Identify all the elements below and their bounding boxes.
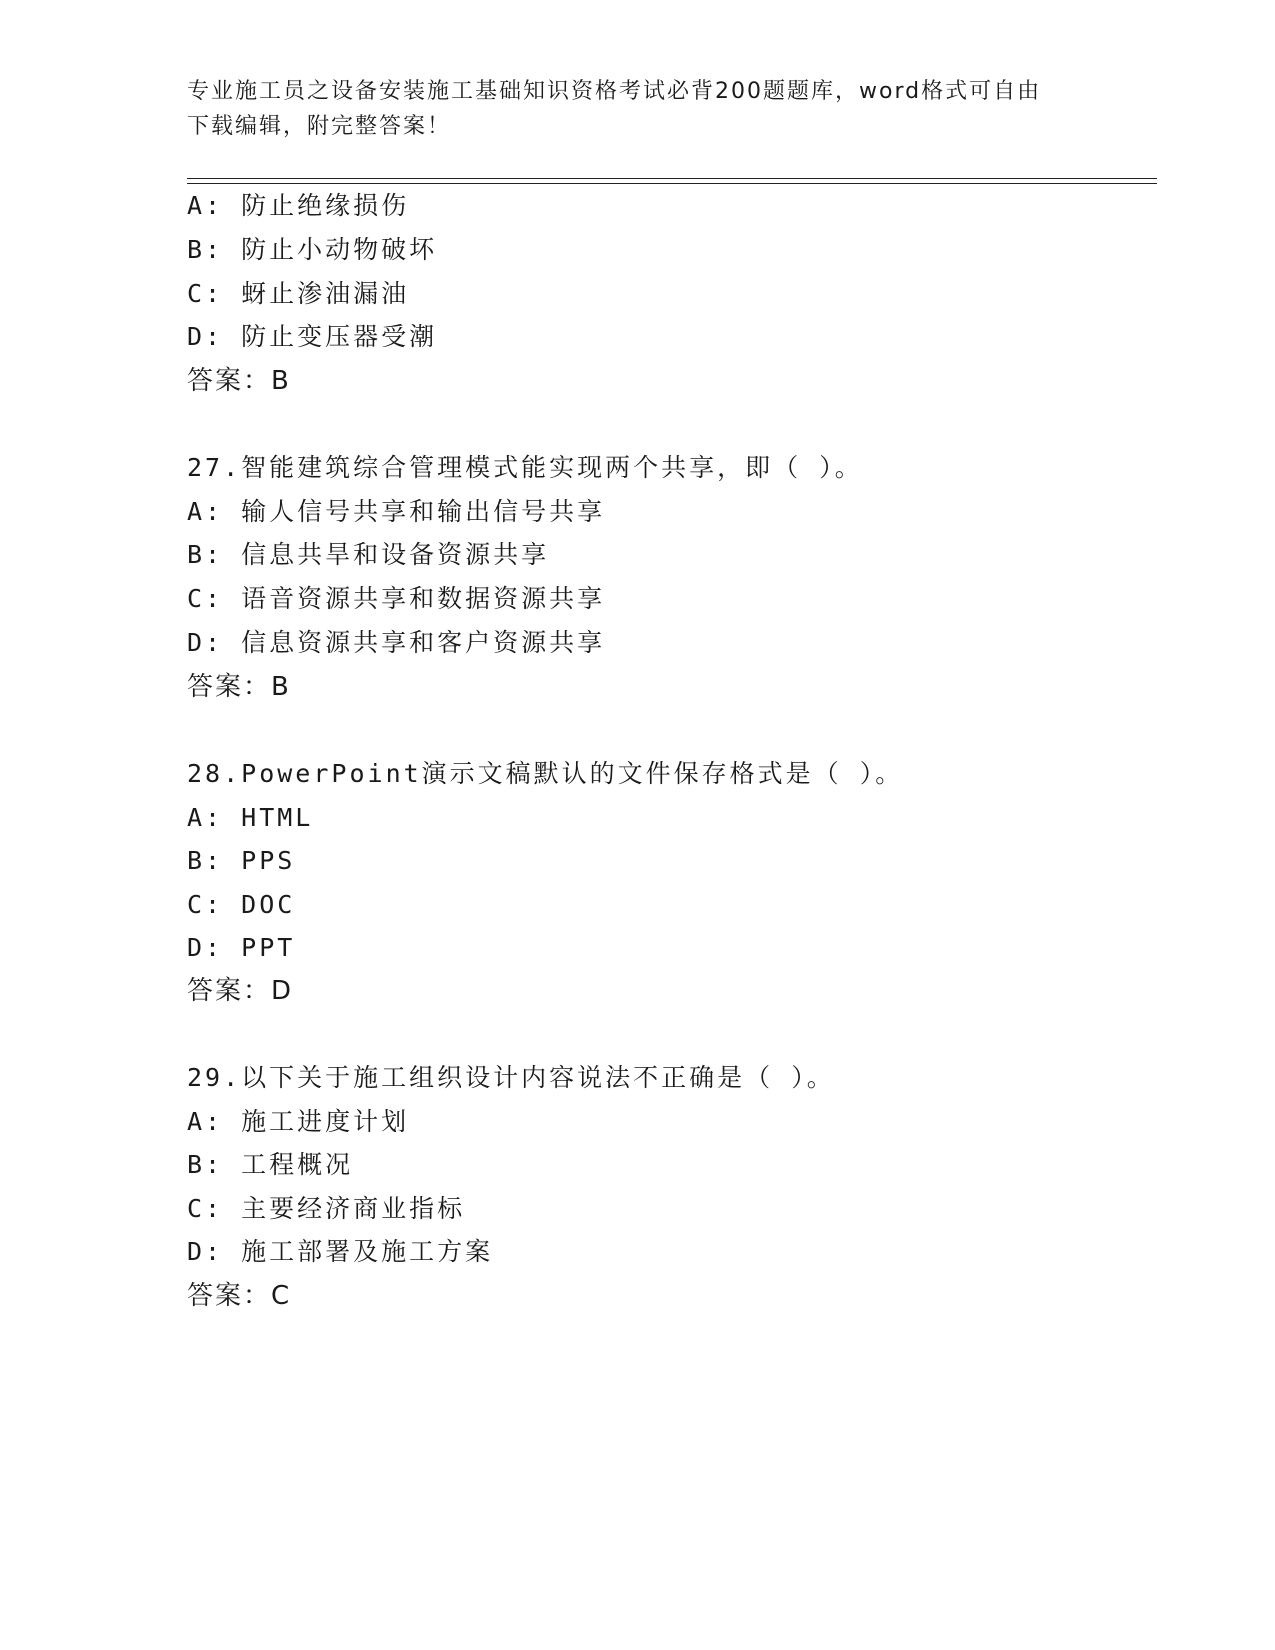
q26-option-c: C: 蚜止渗油漏油 xyxy=(187,279,410,308)
q27-option-a: A: 输人信号共享和输出信号共享 xyxy=(187,497,606,526)
q29-option-c: C: 主要经济商业指标 xyxy=(187,1194,466,1223)
q26-option-b: B: 防止小动物破坏 xyxy=(187,235,438,264)
header-line-1: 专业施工员之设备安装施工基础知识资格考试必背200题题库，word格式可自由 xyxy=(187,79,1042,104)
q28-option-c: C: DOC xyxy=(187,890,296,919)
q28-option-a: A: HTML xyxy=(187,803,314,832)
header-line-2: 下载编辑，附完整答案！ xyxy=(187,114,452,139)
q29-option-d: D: 施工部署及施工方案 xyxy=(187,1237,494,1266)
q29-option-b: B: 工程概况 xyxy=(187,1150,354,1179)
q27-option-d: D: 信息资源共享和客户资源共享 xyxy=(187,628,606,657)
q29-answer: 答案：C xyxy=(187,1281,292,1311)
q28-option-b: B: PPS xyxy=(187,846,296,875)
q27-option-c: C: 语音资源共享和数据资源共享 xyxy=(187,584,606,613)
q26-option-d: D: 防止变压器受潮 xyxy=(187,322,438,351)
q28-question: 28.PowerPoint演示文稿默认的文件保存格式是（ ）。 xyxy=(187,759,904,788)
header-divider-top xyxy=(187,178,1157,179)
document-header xyxy=(187,74,1087,144)
q26-answer: 答案：B xyxy=(187,366,291,396)
q28-answer: 答案：D xyxy=(187,976,294,1006)
q29-question: 29.以下关于施工组织设计内容说法不正确是（ ）。 xyxy=(187,1063,835,1092)
q28-option-d: D: PPT xyxy=(187,933,296,962)
q27-answer: 答案：B xyxy=(187,672,291,702)
q29-option-a: A: 施工进度计划 xyxy=(187,1107,410,1136)
q26-option-a: A: 防止绝缘损伤 xyxy=(187,191,410,220)
q27-option-b: B: 信息共旱和设备资源共享 xyxy=(187,540,550,569)
header-divider-bottom xyxy=(187,183,1157,184)
q27-question: 27.智能建筑综合管理模式能实现两个共享，即（ ）。 xyxy=(187,453,863,482)
